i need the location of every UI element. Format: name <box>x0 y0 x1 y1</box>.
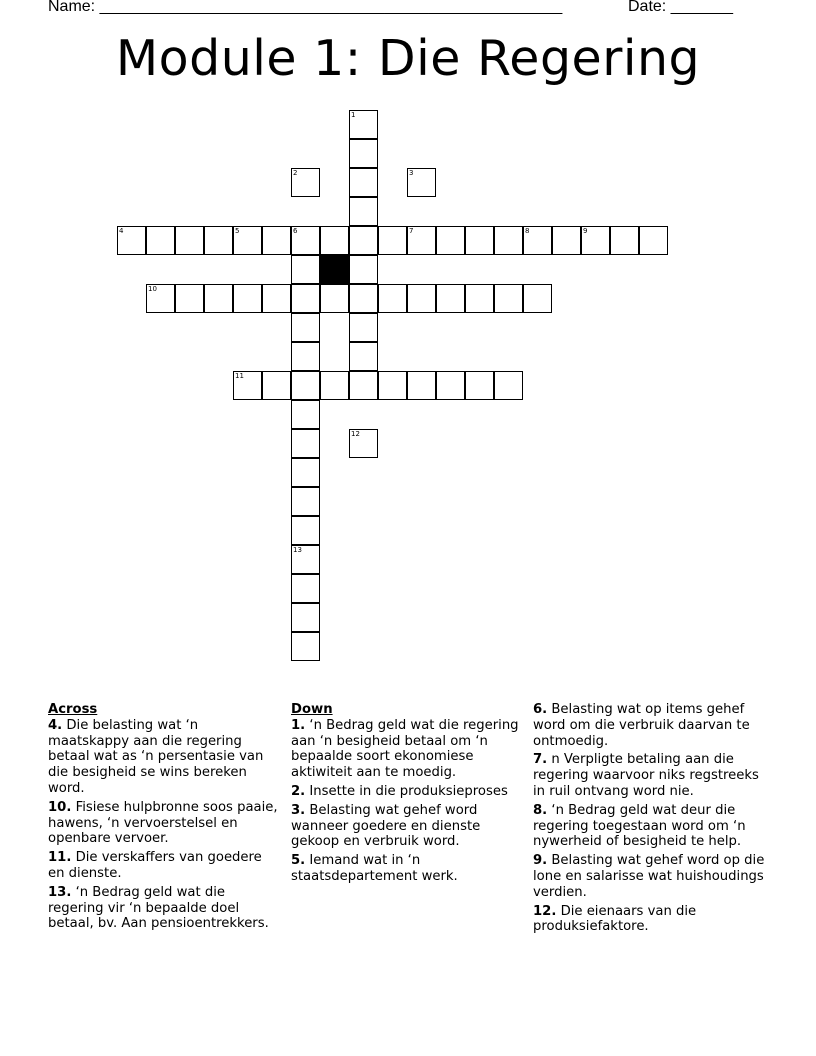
crossword-cell[interactable] <box>349 342 378 371</box>
clue-item <box>48 850 280 882</box>
clue-number: 11. <box>48 850 72 866</box>
crossword-cell[interactable] <box>233 284 262 313</box>
crossword-cell[interactable] <box>378 371 407 400</box>
crossword-cell[interactable] <box>233 371 262 400</box>
crossword-cell[interactable] <box>146 284 175 313</box>
crossword-cell[interactable] <box>291 371 320 400</box>
crossword-cell[interactable] <box>117 226 146 255</box>
clue-number: 8. <box>533 802 548 818</box>
crossword-cell[interactable] <box>407 226 436 255</box>
crossword-cell[interactable] <box>291 516 320 545</box>
down-clues <box>291 702 523 888</box>
clue-item <box>533 702 765 749</box>
crossword-cell[interactable] <box>494 284 523 313</box>
crossword-cell[interactable] <box>320 371 349 400</box>
crossword-cell[interactable] <box>349 139 378 168</box>
crossword-cell[interactable] <box>494 226 523 255</box>
down-clues-continued <box>533 702 765 938</box>
crossword-cell[interactable] <box>262 284 291 313</box>
name-field-label: Name: ____________________________________________________ <box>48 0 563 15</box>
cell-number: 12 <box>351 430 360 438</box>
cell-number: 8 <box>525 227 530 235</box>
cell-number: 2 <box>293 169 298 177</box>
crossword-cell[interactable] <box>349 371 378 400</box>
clue-text: ‘n Bedrag geld wat deur die regering toegestaan word om ‘n nywerheid of besigheid te help. <box>533 802 746 850</box>
clue-text: ‘n Bedrag geld wat die regering aan ‘n besigheid betaal om ‘n bepaalde soort ekonomiese aktiwiteit aan te moedig. <box>291 717 519 781</box>
crossword-cell[interactable] <box>552 226 581 255</box>
clue-item <box>291 718 523 781</box>
clue-text: Insette in die produksieproses <box>305 783 508 799</box>
crossword-cell[interactable] <box>291 226 320 255</box>
page-title: Module 1: Die Regering <box>115 30 701 87</box>
clue-text: Belasting wat gehef word wanneer goedere en dienste gekoop en verbruik word. <box>291 802 481 850</box>
crossword-cell[interactable] <box>204 284 233 313</box>
crossword-cell[interactable] <box>291 168 320 197</box>
cell-number: 5 <box>235 227 240 235</box>
clue-number: 5. <box>291 853 306 869</box>
down-heading: Down <box>291 702 333 717</box>
crossword-cell[interactable] <box>465 226 494 255</box>
crossword-cell[interactable] <box>262 371 291 400</box>
crossword-cell[interactable] <box>465 284 494 313</box>
crossword-cell[interactable] <box>378 226 407 255</box>
clue-item <box>291 784 523 800</box>
crossword-cell[interactable] <box>291 545 320 574</box>
crossword-cell[interactable] <box>349 313 378 342</box>
crossword-cell[interactable] <box>291 255 320 284</box>
crossword-cell[interactable] <box>204 226 233 255</box>
cell-number: 10 <box>148 285 157 293</box>
crossword-cell[interactable] <box>146 226 175 255</box>
crossword-cell[interactable] <box>436 226 465 255</box>
crossword-cell[interactable] <box>523 284 552 313</box>
clue-text: Die verskaffers van goedere en dienste. <box>48 850 262 881</box>
cell-number: 4 <box>119 227 124 235</box>
crossword-cell[interactable] <box>349 255 378 284</box>
clue-item <box>291 803 523 850</box>
clue-text: Fisiese hulpbronne soos paaie, hawens, ‘n vervoerstelsel en openbare vervoer. <box>48 799 278 847</box>
crossword-cell[interactable] <box>610 226 639 255</box>
down-clue-list <box>291 718 523 885</box>
cell-number: 7 <box>409 227 414 235</box>
crossword-cell[interactable] <box>349 284 378 313</box>
crossword-cell[interactable] <box>291 603 320 632</box>
crossword-cell[interactable] <box>349 197 378 226</box>
crossword-cell[interactable] <box>291 487 320 516</box>
clue-text: ‘n Bedrag geld wat die regering vir ‘n bepaalde doel betaal, bv. Aan pensioentrekkers. <box>48 884 269 932</box>
crossword-cell[interactable] <box>407 284 436 313</box>
clue-number: 9. <box>533 853 548 869</box>
clue-number: 10. <box>48 799 72 815</box>
clue-text: Belasting wat gehef word op die lone en salarisse wat huishoudings verdien. <box>533 853 765 900</box>
clue-number: 7. <box>533 752 548 768</box>
crossword-cell[interactable] <box>233 226 262 255</box>
clue-number: 3. <box>291 802 306 818</box>
clue-number: 2. <box>291 783 306 799</box>
clue-item <box>48 885 280 932</box>
clue-number: 4. <box>48 717 63 733</box>
cell-number: 13 <box>293 546 302 554</box>
cell-number: 6 <box>293 227 298 235</box>
date-field-label: Date: _______ <box>628 0 733 15</box>
clue-text: n Verpligte betaling aan die regering waarvoor niks regstreeks in ruil ontvang word nie. <box>533 752 759 799</box>
crossword-cell[interactable] <box>494 371 523 400</box>
crossword-black-cell <box>320 255 349 284</box>
crossword-cell[interactable] <box>639 226 668 255</box>
crossword-cell[interactable] <box>523 226 552 255</box>
crossword-cell[interactable] <box>349 429 378 458</box>
crossword-cell[interactable] <box>291 632 320 661</box>
crossword-cell[interactable] <box>349 226 378 255</box>
clue-item <box>48 800 280 847</box>
cell-number: 3 <box>409 169 414 177</box>
crossword-cell[interactable] <box>378 284 407 313</box>
crossword-cell[interactable] <box>291 574 320 603</box>
across-heading: Across <box>48 702 98 717</box>
crossword-cell[interactable] <box>291 458 320 487</box>
crossword-cell[interactable] <box>320 284 349 313</box>
crossword-cell[interactable] <box>291 284 320 313</box>
clue-number: 1. <box>291 717 306 733</box>
crossword-cell[interactable] <box>465 371 494 400</box>
clue-item <box>291 853 523 885</box>
crossword-cell[interactable] <box>175 284 204 313</box>
clue-number: 6. <box>533 702 548 717</box>
clue-text: Die eienaars van die produksiefaktore. <box>533 903 697 935</box>
crossword-cell[interactable] <box>581 226 610 255</box>
down-clue-list-continued <box>533 702 765 935</box>
clue-item <box>48 718 280 797</box>
clue-text: Iemand wat in ‘n staatsdepartement werk. <box>291 853 458 884</box>
across-clues <box>48 702 280 935</box>
crossword-cell[interactable] <box>175 226 204 255</box>
crossword-cell[interactable] <box>291 429 320 458</box>
crossword-cell[interactable] <box>407 371 436 400</box>
clue-item <box>533 904 765 936</box>
across-clue-list <box>48 718 280 932</box>
clue-text: Die belasting wat ‘n maatskappy aan die regering betaal wat as ‘n persentasie van die besigheid se wins bereken word. <box>48 717 264 796</box>
clue-number: 13. <box>48 884 72 900</box>
crossword-cell[interactable] <box>436 284 465 313</box>
clue-item <box>533 853 765 900</box>
cell-number: 11 <box>235 372 244 380</box>
clue-number: 12. <box>533 903 557 919</box>
crossword-cell[interactable] <box>291 313 320 342</box>
clue-item <box>533 752 765 799</box>
crossword-cell[interactable] <box>349 168 378 197</box>
crossword-cell[interactable] <box>407 168 436 197</box>
cell-number: 9 <box>583 227 588 235</box>
crossword-cell[interactable] <box>436 371 465 400</box>
crossword-cell[interactable] <box>320 226 349 255</box>
crossword-cell[interactable] <box>291 400 320 429</box>
crossword-cell[interactable] <box>291 342 320 371</box>
clue-text: Belasting wat op items gehef word om die verbruik daarvan te ontmoedig. <box>533 702 750 749</box>
cell-number: 1 <box>351 111 356 119</box>
clue-item <box>533 803 765 850</box>
crossword-cell[interactable] <box>349 110 378 139</box>
crossword-cell[interactable] <box>262 226 291 255</box>
